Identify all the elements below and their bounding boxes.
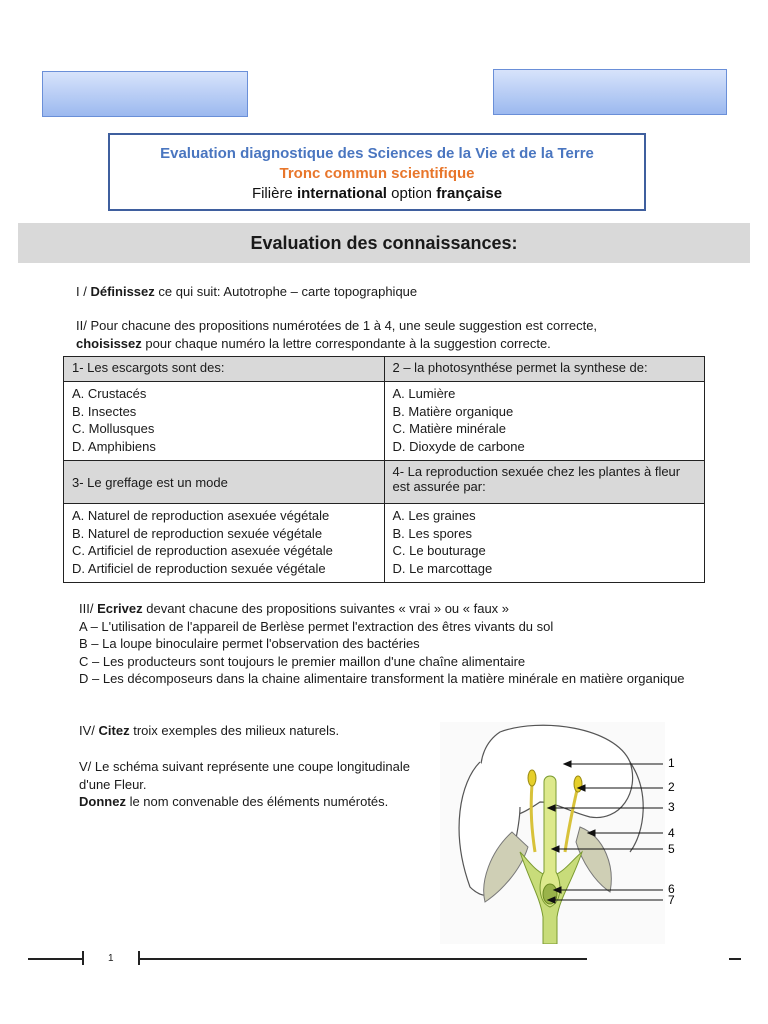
flower-label-5: 5: [668, 842, 675, 856]
true-false-item: A – L'utilisation de l'appareil de Berlèse permet l'extraction des êtres vivants du sol: [79, 618, 554, 634]
flower-label-7: 7: [668, 893, 675, 907]
header-left-box: [42, 71, 248, 117]
section-title: Evaluation des connaissances:: [18, 223, 750, 263]
mcq-option: D. Le marcottage: [392, 560, 493, 576]
mcq-2-options: [384, 382, 705, 461]
question-5: V/ Le schéma suivant représente une coupe longitudinale d'une Fleur. Donnez le nom convenable des éléments numérotés.: [79, 759, 410, 809]
flower-label-4: 4: [668, 826, 675, 840]
mcq-option: C. Artificiel de reproduction asexuée végétale: [72, 543, 333, 558]
footer-line-main: [139, 958, 587, 960]
mcq-option: B. Matière organique: [392, 403, 514, 419]
mcq-option: A. Naturel de reproduction asexuée végétale: [72, 508, 330, 523]
exam-subtitle: Tronc commun scientifique: [279, 165, 475, 182]
flower-label-2: 2: [668, 780, 675, 794]
flower-label-3: 3: [668, 800, 675, 814]
question-3: III/ Ecrivez devant chacune des propositions suivantes « vrai » ou « faux » A – L'utilisation de l'appareil de Berlèse permet l'extraction des êtres vivants du sol B – La loupe binoculaire permet l'observation des bactéries C – Les producteurs sont toujours le premier maillon d'une chaîne alimentaire D – Les décomposeurs dans la chaine alimentaire transforment la matière minérale en matière organique: [79, 600, 699, 688]
question-2: II/ Pour chacune des propositions numérotées de 1 à 4, une seule suggestion est correcte, choisissez pour chaque numéro la lettre correspondante à la suggestion correcte.: [76, 318, 598, 351]
mcq-option: C. Le bouturage: [392, 543, 486, 558]
question-1: I / Définissez ce qui suit: Autotrophe – carte topographique: [76, 284, 418, 299]
header-right-box: [493, 69, 727, 115]
mcq-option: B. Insectes: [72, 403, 137, 419]
mcq-option: A. Crustacés: [72, 386, 147, 401]
mcq-2-head: 2 – la photosynthése permet la synthese de:: [384, 357, 705, 382]
mcq-option: D. Dioxyde de carbone: [392, 438, 525, 454]
mcq-option: D. Amphibiens: [72, 438, 156, 454]
flower-label-6: 6: [668, 882, 675, 896]
anther-shape: [528, 770, 536, 786]
mcq-option: D. Artificiel de reproduction sexuée végétale: [72, 560, 326, 576]
mcq-4-head: 4- La reproduction sexuée chez les plantes à fleur est assurée par:: [384, 461, 705, 504]
page-number: 1: [108, 953, 114, 964]
mcq-1-options: [64, 382, 385, 461]
mcq-option: A. Les graines: [392, 508, 476, 523]
mcq-3-head: 3- Le greffage est un mode: [64, 461, 385, 504]
flower-label-1: 1: [668, 756, 675, 770]
mcq-1-head: 1- Les escargots sont des:: [64, 357, 385, 382]
mcq-3-options: [64, 504, 385, 583]
flower-diagram: [440, 722, 700, 944]
mcq-option: C. Matière minérale: [392, 421, 506, 436]
exam-title: Evaluation diagnostique des Sciences de la Vie et de la Terre: [160, 145, 594, 162]
exam-track: Filière international option française: [251, 185, 503, 202]
footer-tick-left: [82, 951, 84, 965]
true-false-item: D – Les décomposeurs dans la chaine alimentaire transforment la matière minérale en matière organique: [79, 671, 685, 686]
exam-header: [108, 133, 646, 211]
footer-line-left: [28, 958, 83, 960]
mcq-option: C. Mollusques: [72, 421, 155, 436]
mcq-table: [63, 356, 705, 583]
true-false-item: C – Les producteurs sont toujours le premier maillon d'une chaîne alimentaire: [79, 653, 526, 669]
mcq-4-options: [384, 504, 705, 583]
mcq-option: B. Naturel de reproduction sexuée végétale: [72, 525, 323, 541]
mcq-option: A. Lumière: [392, 386, 456, 401]
question-4: IV/ Citez troix exemples des milieux naturels.: [79, 723, 340, 738]
mcq-option: B. Les spores: [392, 525, 472, 541]
true-false-item: B – La loupe binoculaire permet l'observation des bactéries: [79, 636, 420, 651]
footer-line-right: [729, 958, 741, 960]
